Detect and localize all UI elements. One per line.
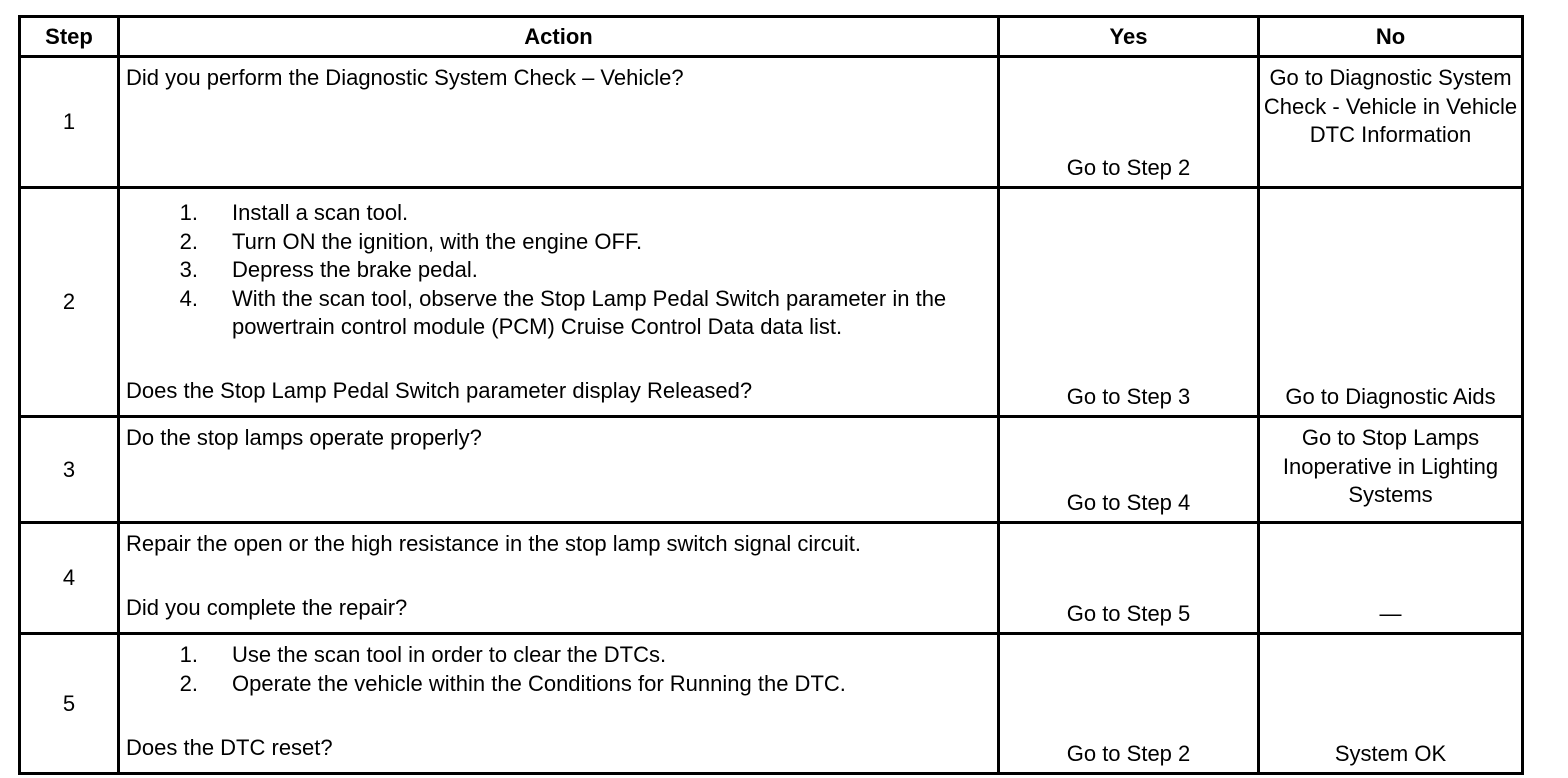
step-number: 2 [20,188,119,417]
action-text: Repair the open or the high resistance in the stop lamp switch signal circuit. [126,531,861,556]
step-number: 3 [20,417,119,523]
list-item: 1. Use the scan tool in order to clear the DTCs. [179,642,667,667]
table-row [20,634,1523,774]
no-cell: System OK [1259,634,1523,774]
list-item: 2. Operate the vehicle within the Conditions for Running the DTC. [179,670,846,696]
header-row [20,17,1523,57]
table-row [20,417,1523,523]
table-row [20,523,1523,634]
header-step: Step [20,17,119,57]
action-text: Do the stop lamps operate properly? [126,425,482,450]
yes-cell: Go to Step 3 [999,188,1259,417]
yes-cell: Go to Step 2 [999,634,1259,774]
action-cell [119,634,999,774]
step-number: 1 [20,57,119,188]
step-number: 5 [20,634,119,774]
action-question: Does the DTC reset? [126,734,333,760]
action-cell [119,523,999,634]
action-question: Does the Stop Lamp Pedal Switch parameter display Released? [126,377,753,403]
diagnostic-table [18,15,1524,775]
no-cell: Go to Stop Lamps Inoperative in Lighting Systems [1259,417,1523,523]
table-row [20,188,1523,417]
yes-cell: Go to Step 5 [999,523,1259,634]
action-question: Did you complete the repair? [126,594,408,620]
yes-cell: Go to Step 2 [999,57,1259,188]
action-cell [119,188,999,417]
header-no: No [1259,17,1523,57]
no-cell: — [1259,523,1523,634]
action-text: Did you perform the Diagnostic System Check – Vehicle? [126,65,684,90]
header-action: Action [119,17,999,57]
action-cell [119,417,999,523]
no-cell: Go to Diagnostic System Check - Vehicle in Vehicle DTC Information [1259,57,1523,188]
list-item: 3. Depress the brake pedal. [179,257,478,282]
header-yes: Yes [999,17,1259,57]
list-item: 2. Turn ON the ignition, with the engine OFF. [179,228,643,254]
table-row [20,57,1523,188]
step-number: 4 [20,523,119,634]
action-cell [119,57,999,188]
step-list [126,641,989,698]
list-item: 4. With the scan tool, observe the Stop Lamp Pedal Switch parameter in the powertrain control module (PCM) Cruise Control Data data list. [179,285,947,339]
list-item: 1. Install a scan tool. [179,200,409,225]
step-list [126,199,989,342]
no-cell: Go to Diagnostic Aids [1259,188,1523,417]
yes-cell: Go to Step 4 [999,417,1259,523]
